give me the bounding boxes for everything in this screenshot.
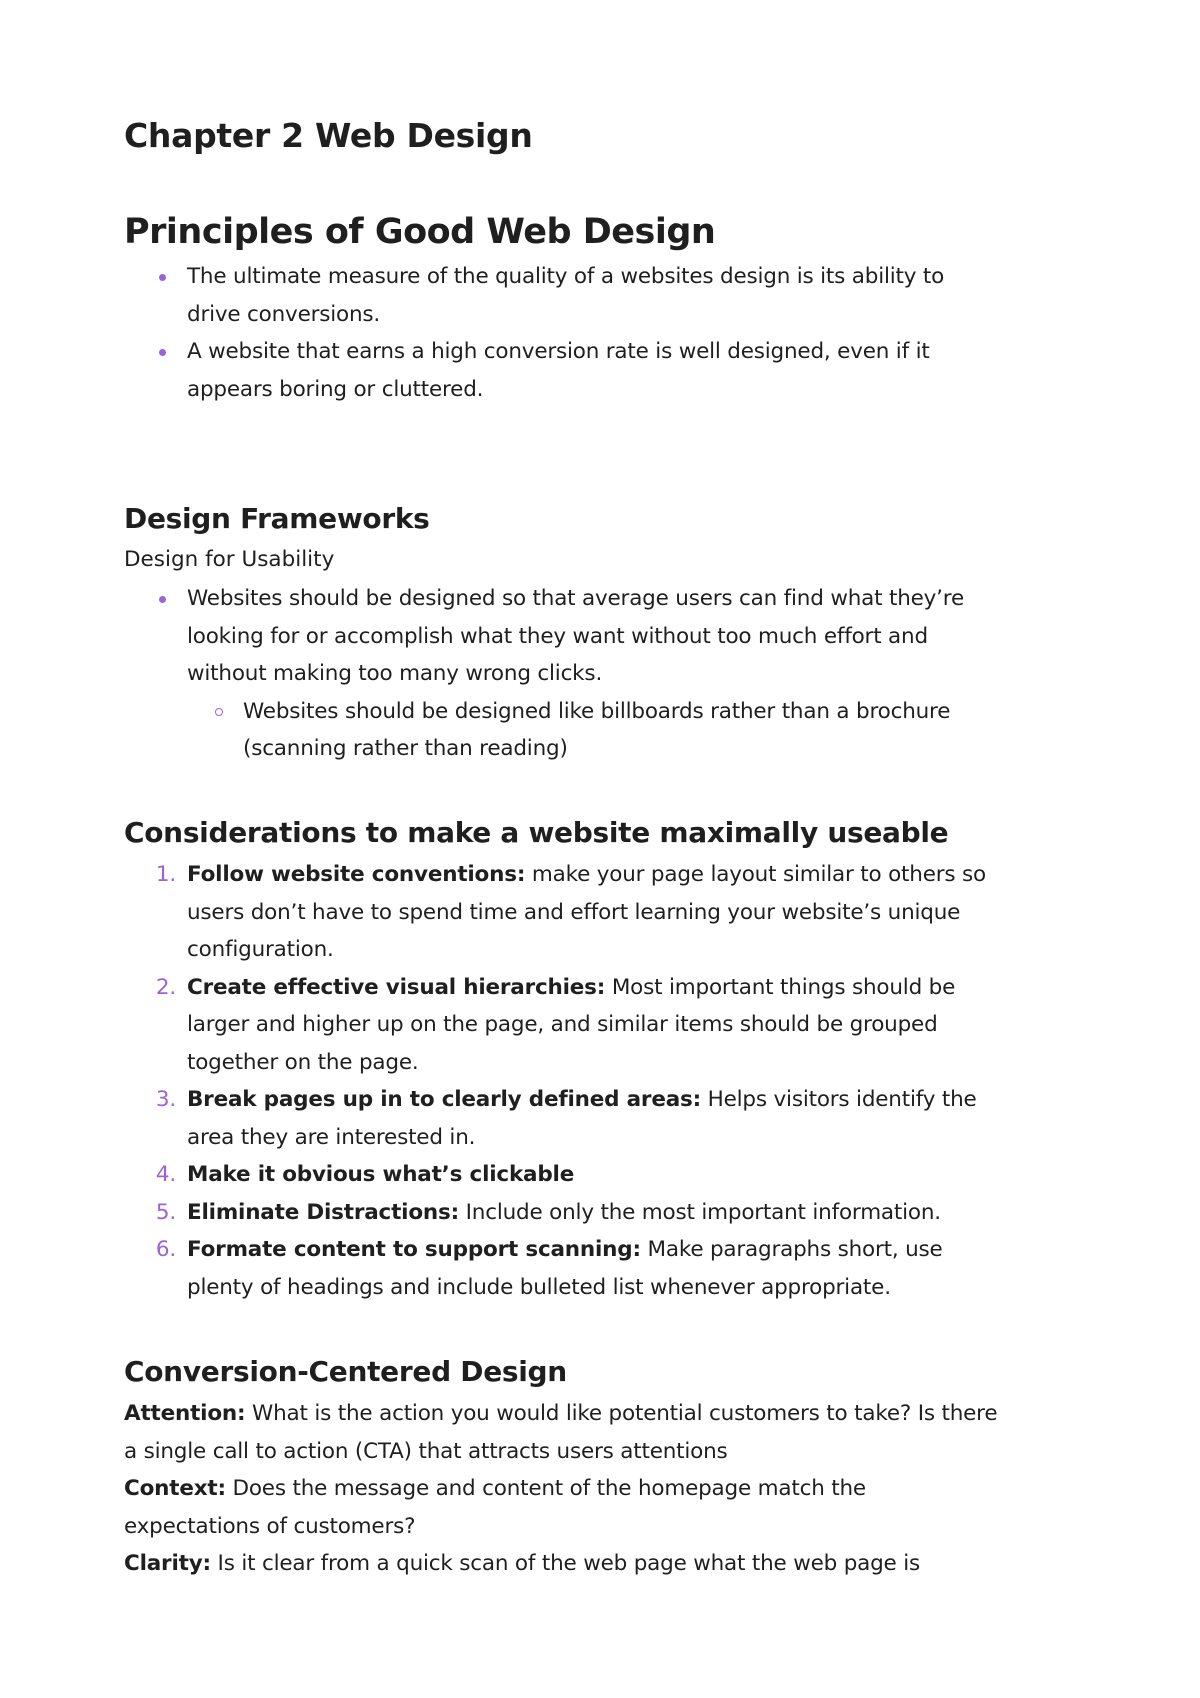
numbered-item: [124, 1156, 1017, 1194]
context-text: Does the message and content of the homepage match the expectations of customers?: [124, 1476, 866, 1539]
item-number: 6.: [155, 1237, 176, 1262]
numbered-item: [124, 1231, 1007, 1306]
clarity-paragraph: [124, 1545, 1004, 1583]
list-item: [124, 258, 967, 333]
frameworks-subheading: Design for Usability: [124, 547, 335, 572]
list-item: [124, 333, 967, 408]
frameworks-list: [124, 580, 1024, 768]
item-text: make your page layout similar to others so users don’t have to spend time and effort learning your website’s unique configuration.: [187, 862, 986, 962]
item-bold-label: Break pages up in to clearly defined areas:: [187, 1087, 702, 1112]
bullet-icon: [159, 349, 166, 356]
clarity-text: Is it clear from a quick scan of the web page what the web page is: [210, 1551, 920, 1576]
bullet-text: The ultimate measure of the quality of a websites design is its ability to drive conversions.: [187, 264, 945, 327]
item-number: 5.: [155, 1199, 176, 1225]
principles-heading: Principles of Good Web Design: [124, 212, 716, 252]
sub-bullet-text: Websites should be designed like billboards rather than a brochure (scanning rather than reading): [243, 698, 951, 761]
item-number: 3.: [155, 1087, 176, 1112]
numbered-item: [124, 856, 1007, 969]
item-text: Make paragraphs short, use plenty of headings and include bulleted list whenever appropriate.: [187, 1237, 943, 1300]
frameworks-heading: Design Frameworks: [124, 502, 430, 535]
clarity-label: Clarity:: [124, 1551, 211, 1576]
item-number: 2.: [155, 974, 176, 1000]
item-bold-label: Create effective visual hierarchies:: [187, 974, 606, 1000]
numbered-item: [124, 969, 1007, 1082]
item-bold-label: Make it obvious what’s clickable: [187, 1162, 575, 1187]
item-text: Most important things should be larger and higher up on the page, and similar items should be grouped together on the page.: [187, 974, 956, 1075]
attention-label: Attention:: [124, 1401, 246, 1426]
chapter-title: Chapter 2 Web Design: [124, 116, 533, 155]
bullet-text: A website that earns a high conversion rate is well designed, even if it appears boring or cluttered.: [187, 339, 930, 402]
item-bold-label: Formate content to support scanning:: [187, 1237, 641, 1262]
conversion-heading: Conversion-Centered Design: [124, 1355, 567, 1388]
considerations-heading: Considerations to make a website maximally useable: [124, 816, 949, 849]
item-number: 1.: [155, 862, 176, 887]
item-text: Helps visitors identify the area they are interested in.: [187, 1087, 977, 1150]
hollow-bullet-icon: [215, 708, 223, 716]
bullet-text: Websites should be designed so that average users can find what they’re looking for or accomplish what they want without too much effort and without making too many wrong clicks.: [187, 586, 965, 686]
principles-list: [124, 258, 1024, 408]
considerations-list: [124, 856, 1024, 1306]
attention-paragraph: [124, 1395, 1004, 1470]
numbered-item: [124, 1194, 1017, 1232]
numbered-item: [124, 1081, 1017, 1156]
bullet-icon: [159, 596, 166, 603]
context-label: Context:: [124, 1476, 226, 1501]
item-text: Include only the most important information.: [459, 1199, 941, 1225]
context-paragraph: [124, 1470, 1004, 1545]
list-item: [124, 580, 1007, 693]
conversion-paragraphs: [124, 1395, 1004, 1583]
attention-text: What is the action you would like potential customers to take? Is there a single call to action (CTA) that attracts users attentions: [124, 1401, 998, 1464]
item-number: 4.: [155, 1162, 176, 1187]
item-bold-label: Eliminate Distractions:: [187, 1199, 460, 1225]
sub-list-item: [124, 693, 1043, 768]
item-bold-label: Follow website conventions:: [187, 862, 526, 887]
bullet-icon: [159, 274, 166, 281]
